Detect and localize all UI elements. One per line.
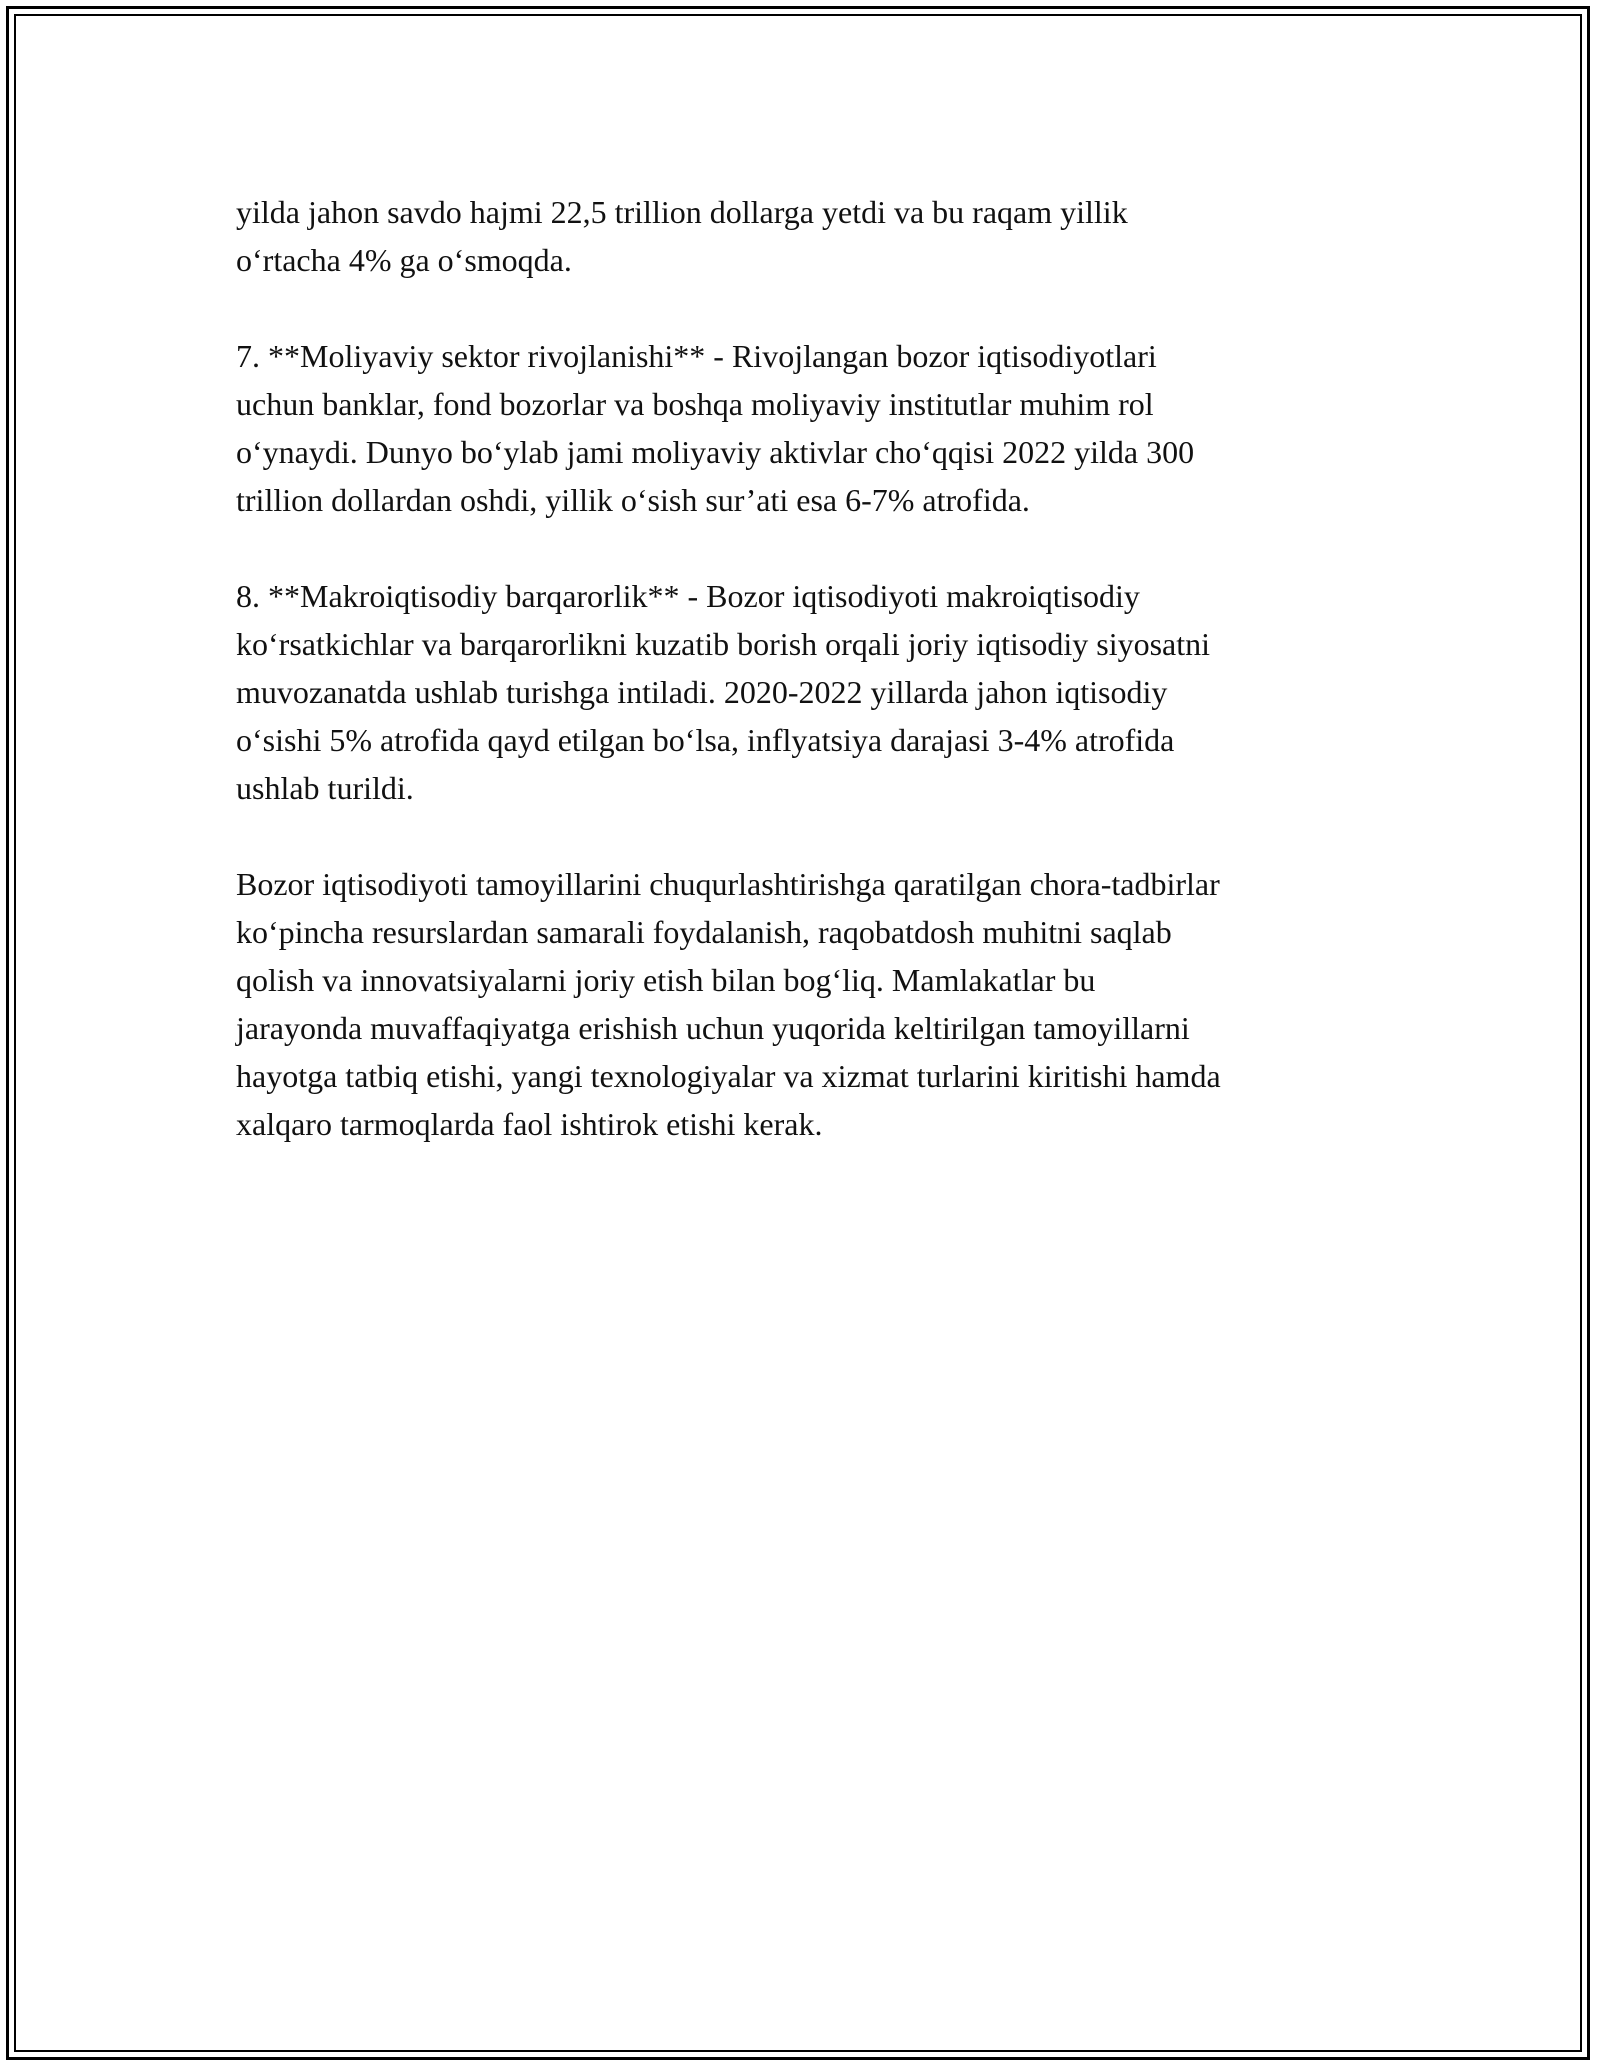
text-line: o‘sishi 5% atrofida qayd etilgan bo‘lsa, inflyatsiya darajasi 3-4% atrofida — [236, 722, 1175, 758]
text-line: Bozor iqtisodiyoti tamoyillarini chuqurlashtirishga qaratilgan chora-tadbirlar — [236, 866, 1220, 902]
paragraph-macro-stability — [236, 572, 1376, 812]
text-line: muvozanatda ushlab turishga intiladi. 2020-2022 yillarda jahon iqtisodiy — [236, 674, 1168, 710]
text-line: xalqaro tarmoqlarda faol ishtirok etishi kerak. — [236, 1106, 823, 1142]
text-line: uchun banklar, fond bozorlar va boshqa moliyaviy institutlar muhim rol — [236, 386, 1154, 422]
text-line: qolish va innovatsiyalarni joriy etish bilan bog‘liq. Mamlakatlar bu — [236, 962, 1096, 998]
document-body — [236, 188, 1376, 1196]
text-line: 8. **Makroiqtisodiy barqarorlik** - Bozor iqtisodiyoti makroiqtisodiy — [236, 578, 1140, 614]
text-line: o‘rtacha 4% ga o‘smoqda. — [236, 242, 572, 278]
text-line: ushlab turildi. — [236, 770, 414, 806]
paragraph-conclusion — [236, 860, 1376, 1148]
text-line: hayotga tatbiq etishi, yangi texnologiyalar va xizmat turlarini kiritishi hamda — [236, 1058, 1221, 1094]
text-line: o‘ynaydi. Dunyo bo‘ylab jami moliyaviy aktivlar cho‘qqisi 2022 yilda 300 — [236, 434, 1195, 470]
text-line: jarayonda muvaffaqiyatga erishish uchun yuqorida keltirilgan tamoyillarni — [236, 1010, 1190, 1046]
paragraph-financial-sector — [236, 332, 1376, 524]
text-line: trillion dollardan oshdi, yillik o‘sish sur’ati esa 6-7% atrofida. — [236, 482, 1030, 518]
text-line: ko‘rsatkichlar va barqarorlikni kuzatib borish orqali joriy iqtisodiy siyosatni — [236, 626, 1211, 662]
text-line: ko‘pincha resurslardan samarali foydalanish, raqobatdosh muhitni saqlab — [236, 914, 1172, 950]
text-line: yilda jahon savdo hajmi 22,5 trillion dollarga yetdi va bu raqam yillik — [236, 194, 1128, 230]
paragraph-trade-volume — [236, 188, 1376, 284]
text-line: 7. **Moliyaviy sektor rivojlanishi** - Rivojlangan bozor iqtisodiyotlari — [236, 338, 1157, 374]
